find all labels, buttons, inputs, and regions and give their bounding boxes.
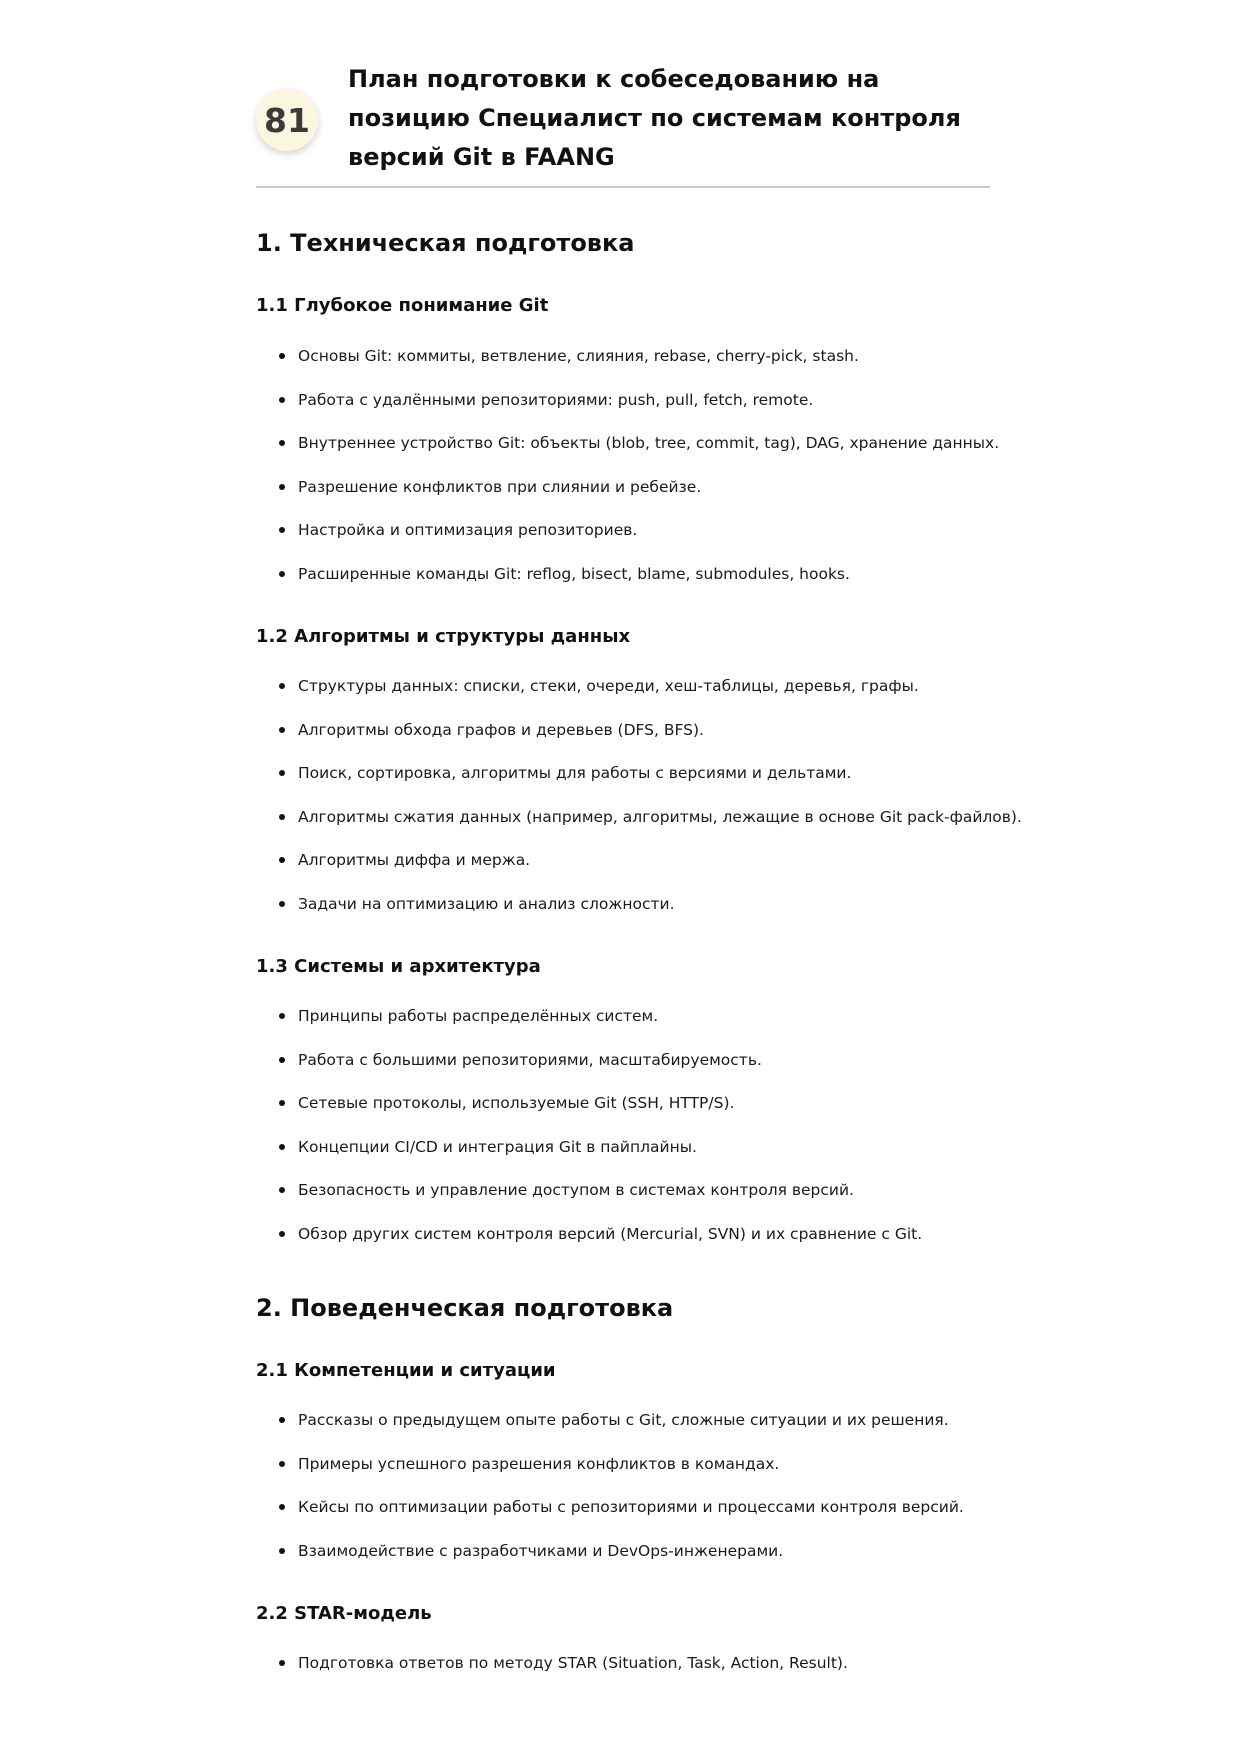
list-item	[256, 1005, 990, 1027]
list-item	[256, 389, 990, 411]
list-item	[256, 1049, 990, 1071]
list-item-text: Принципы работы распределённых систем.	[298, 1006, 659, 1025]
list-item-text: Алгоритмы сжатия данных (например, алгоритмы, лежащие в основе Git pack-файлов).	[298, 807, 1022, 826]
subsection-heading: 1.2 Алгоритмы и структуры данных	[256, 625, 631, 647]
bullet-icon	[279, 1660, 285, 1666]
bullet-list	[256, 345, 1000, 585]
bullet-icon	[279, 1057, 285, 1063]
list-item-text: Структуры данных: списки, стеки, очереди, хеш-таблицы, деревья, графы.	[298, 676, 919, 695]
bullet-icon	[279, 397, 285, 403]
bullet-icon	[279, 1231, 285, 1237]
section-heading: 1. Техническая подготовка	[256, 229, 635, 257]
subsection-heading: 2.2 STAR-модель	[256, 1602, 432, 1624]
bullet-icon	[279, 727, 285, 733]
bullet-icon	[279, 1013, 285, 1019]
list-item	[256, 432, 1000, 454]
list-item	[256, 1136, 990, 1158]
bullet-icon	[279, 814, 285, 820]
list-item	[256, 1540, 990, 1562]
list-item-text: Настройка и оптимизация репозиториев.	[298, 521, 638, 540]
list-item-text: Примеры успешного разрешения конфликтов в командах.	[298, 1454, 780, 1473]
section-heading: 2. Поведенческая подготовка	[256, 1293, 674, 1322]
bullet-icon	[279, 770, 285, 776]
bullet-icon	[279, 1187, 285, 1193]
bullet-icon	[279, 1417, 285, 1423]
list-item-text: Безопасность и управление доступом в системах контроля версий.	[298, 1181, 854, 1200]
bullet-icon	[279, 1100, 285, 1106]
bullet-list	[256, 675, 1022, 915]
bullet-icon	[279, 1144, 285, 1150]
list-item	[256, 675, 990, 697]
list-item-text: Работа с удалёнными репозиториями: push, pull, fetch, remote.	[298, 390, 814, 409]
list-item-text: Внутреннее устройство Git: объекты (blob, tree, commit, tag), DAG, хранение данных.	[298, 434, 1000, 453]
list-item	[256, 1223, 990, 1245]
bullet-list	[256, 1652, 990, 1674]
list-item	[256, 719, 990, 741]
bullet-icon	[279, 353, 285, 359]
list-item	[256, 762, 990, 784]
list-item-text: Поиск, сортировка, алгоритмы для работы с версиями и дельтами.	[298, 764, 852, 783]
bullet-list	[256, 1005, 990, 1245]
list-item-text: Рассказы о предыдущем опыте работы с Git, сложные ситуации и их решения.	[298, 1410, 949, 1429]
list-item-text: Основы Git: коммиты, ветвление, слияния, rebase, cherry-pick, stash.	[298, 347, 859, 365]
list-item	[256, 1652, 990, 1674]
list-item-text: Кейсы по оптимизации работы с репозиториями и процессами контроля версий.	[298, 1498, 964, 1517]
list-item-text: Задачи на оптимизацию и анализ сложности.	[298, 894, 675, 913]
list-item-text: Алгоритмы обхода графов и деревьев (DFS, BFS).	[298, 720, 704, 739]
bullet-icon	[279, 1504, 285, 1510]
list-item	[256, 806, 1022, 828]
list-item	[256, 563, 990, 585]
bullet-icon	[279, 683, 285, 689]
bullet-icon	[279, 484, 285, 490]
list-item	[256, 1409, 990, 1431]
list-item-text: Разрешение конфликтов при слиянии и ребейзе.	[298, 477, 702, 496]
document-page	[256, 0, 1022, 1674]
bullet-icon	[279, 440, 285, 446]
list-item-text: Взаимодействие с разработчиками и DevOps-инженерами.	[298, 1541, 784, 1560]
list-item	[256, 1179, 990, 1201]
question-number-badge: 81	[256, 89, 318, 151]
list-item	[256, 1092, 990, 1114]
list-item	[256, 519, 990, 541]
list-item-text: Обзор других систем контроля версий (Mercurial, SVN) и их сравнение с Git.	[298, 1224, 923, 1243]
page-title: План подготовки к собеседованию на позицию Специалист по системам контроля версий Git в FAANG	[348, 65, 961, 171]
list-item-text: Концепции CI/CD и интеграция Git в пайплайны.	[298, 1137, 697, 1156]
bullet-icon	[279, 1461, 285, 1467]
list-item	[256, 893, 990, 915]
document-header	[256, 60, 990, 188]
subsection-heading: 2.1 Компетенции и ситуации	[256, 1359, 556, 1381]
list-item	[256, 345, 990, 367]
list-item	[256, 1496, 990, 1518]
list-item-text: Работа с большими репозиториями, масштабируемость.	[298, 1050, 762, 1069]
bullet-icon	[279, 901, 285, 907]
list-item-text: Сетевые протоколы, используемые Git (SSH, HTTP/S).	[298, 1094, 735, 1113]
bullet-icon	[279, 857, 285, 863]
list-item-text: Алгоритмы диффа и мержа.	[298, 851, 531, 870]
bullet-icon	[279, 571, 285, 577]
list-item	[256, 476, 990, 498]
subsection-heading: 1.3 Системы и архитектура	[256, 955, 541, 977]
list-item-text: Подготовка ответов по методу STAR (Situation, Task, Action, Result).	[298, 1653, 848, 1672]
bullet-icon	[279, 527, 285, 533]
list-item	[256, 1453, 990, 1475]
list-item	[256, 849, 990, 871]
list-item-text: Расширенные команды Git: reflog, bisect, blame, submodules, hooks.	[298, 564, 850, 583]
bullet-icon	[279, 1548, 285, 1554]
subsection-heading: 1.1 Глубокое понимание Git	[256, 295, 549, 316]
bullet-list	[256, 1409, 990, 1562]
